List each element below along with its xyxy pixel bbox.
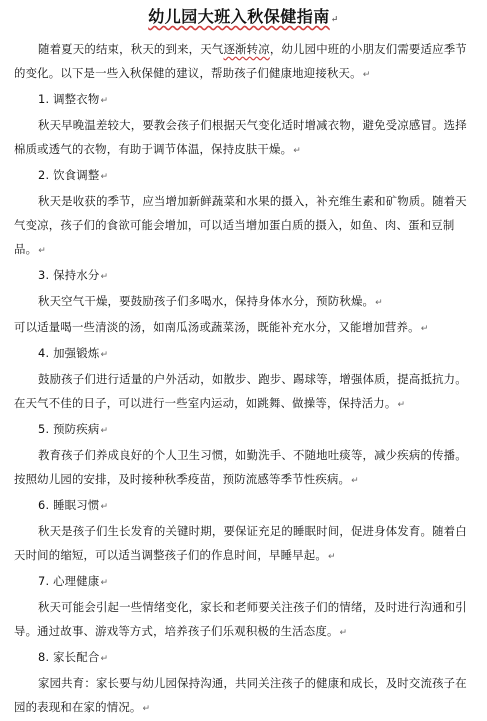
section-heading-text: 2. 饮食调整 [38,168,100,182]
section-paragraph [14,189,473,263]
paragraph-mark: ↵ [100,272,109,282]
paragraph-mark: ↵ [100,654,109,664]
section-heading-text: 8. 家长配合 [38,650,100,664]
section-paragraph-text: 鼓励孩子们进行适量的户外活动，如散步、跑步、踢球等，增强体质，提高抵抗力。在天气不佳的日子，可以进行一些室内运动，如跳舞、做操等，保持活力。 [14,372,467,410]
section-paragraph [14,519,473,569]
section-heading [14,163,473,189]
section-paragraph [14,443,473,493]
section-paragraph [14,289,473,315]
sections-container [14,87,473,721]
paragraph-mark: ↵ [100,578,109,588]
section-paragraph [14,315,473,341]
title-text: 幼儿园大班入秋保健指南 [148,7,330,26]
section-heading-text: 3. 保持水分 [38,268,100,282]
paragraph-mark: ↵ [100,172,109,182]
document-title [14,6,473,31]
section-heading [14,341,473,367]
paragraph-mark: ↵ [100,96,109,106]
section-heading-text: 1. 调整衣物 [38,92,100,106]
paragraph-mark: ↵ [100,350,109,360]
section-heading [14,569,473,595]
paragraph-mark: ↵ [293,146,301,156]
section-paragraph-text: 秋天是孩子们生长发育的关键时期，要保证充足的睡眠时间，促进身体发育。随着白天时间的缩短，可以适当调整孩子们的作息时间，早睡早起。 [14,524,467,562]
paragraph-mark: ↵ [375,298,383,308]
intro-paragraph [14,37,473,87]
intro-text-1: 随着夏天的结束，秋天的到来，天气 [38,42,224,56]
section-paragraph [14,113,473,163]
section-paragraph-text: 秋天可能会引起一些情绪变化，家长和老师要关注孩子们的情绪，及时进行沟通和引导。通过故事、游戏等方式，培养孩子们乐观积极的生活态度。 [14,600,467,638]
paragraph-mark: ↵ [100,502,109,512]
paragraph-mark: ↵ [142,704,151,714]
paragraph-mark: ↵ [330,15,339,25]
paragraph-mark: ↵ [351,476,359,486]
section-paragraph-text: 教育孩子们养成良好的个人卫生习惯，如勤洗手、不随地吐痰等，减少疾病的传播。按照幼儿园的安排，及时接种秋季疫苗，预防流感等季节性疾病。 [14,448,467,486]
intro-text-2: ，幼儿园中班的小朋友们需要适应季节的变化。以下是一些入秋保健的建议，帮助孩子们健康地迎接秋天。 [14,42,467,80]
section-paragraph [14,595,473,645]
section-heading-text: 4. 加强锻炼 [38,346,100,360]
spellcheck-underlined-text: 逐渐转凉 [223,42,270,56]
paragraph-mark: ↵ [38,246,46,256]
section-heading [14,87,473,113]
section-heading-text: 6. 睡眠习惯 [38,498,100,512]
section-heading [14,645,473,671]
paragraph-mark: ↵ [327,552,336,562]
section-heading [14,417,473,443]
section-heading-text: 5. 预防疾病 [38,422,100,436]
section-heading [14,263,473,289]
section-heading [14,493,473,519]
section-paragraph-text: 秋天是收获的季节，应当增加新鲜蔬菜和水果的摄入，补充维生素和矿物质。随着天气变凉，孩子们的食欲可能会增加，可以适当增加蛋白质的摄入，如鱼、肉、蛋和豆制品。 [14,194,467,256]
paragraph-mark: ↵ [420,324,429,334]
paragraph-mark: ↵ [362,70,371,80]
section-heading-text: 7. 心理健康 [38,574,100,588]
section-paragraph-text: 可以适量喝一些清淡的汤，如南瓜汤或蔬菜汤，既能补充水分，又能增加营养。 [14,320,420,334]
section-paragraph [14,367,473,417]
paragraph-mark: ↵ [339,628,348,638]
section-paragraph-text: 秋天空气干燥，要鼓励孩子们多喝水，保持身体水分，预防秋燥。 [38,294,375,308]
paragraph-mark: ↵ [397,400,406,410]
section-paragraph-text: 家园共育：家长要与幼儿园保持沟通，共同关注孩子的健康和成长，及时交流孩子在园的表现和在家的情况。 [14,676,467,714]
paragraph-mark: ↵ [100,426,109,436]
section-paragraph [14,671,473,721]
section-paragraph-text: 秋天早晚温差较大，要教会孩子们根据天气变化适时增减衣物，避免受凉感冒。选择棉质或透气的衣物，有助于调节体温，保持皮肤干燥。 [14,118,467,156]
